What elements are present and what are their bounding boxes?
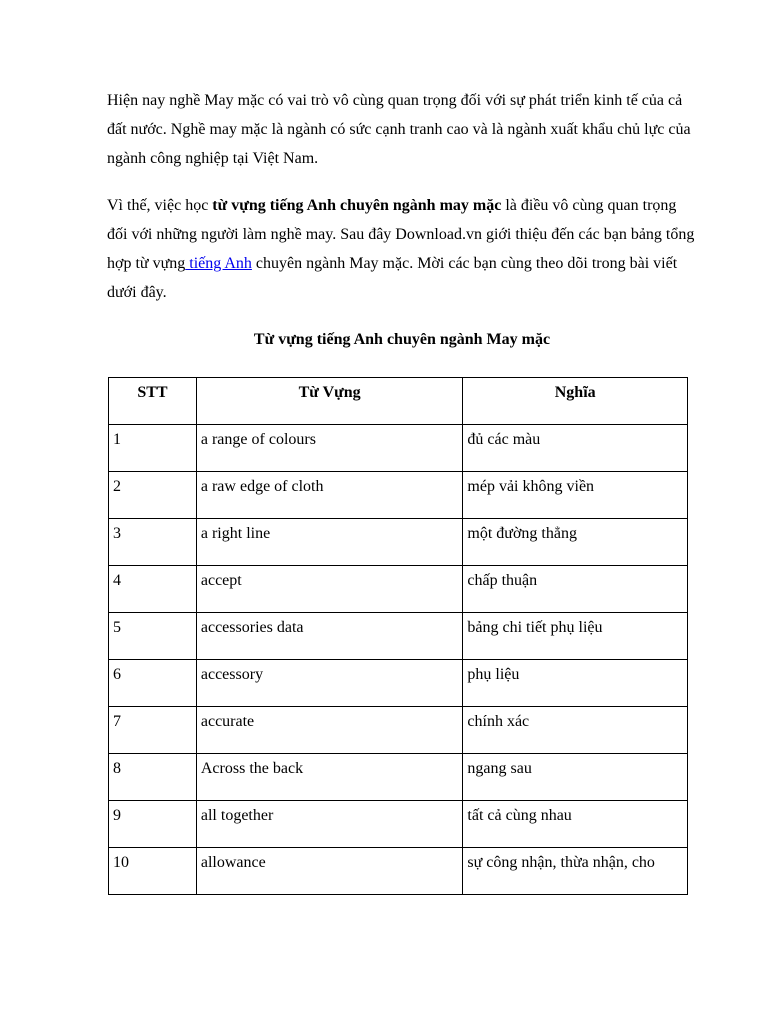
header-tu-vung: Từ Vựng xyxy=(196,378,463,425)
cell-term: accurate xyxy=(196,707,463,754)
cell-stt: 5 xyxy=(109,613,197,660)
table-row xyxy=(109,566,688,613)
cell-meaning: tất cả cùng nhau xyxy=(463,801,688,848)
paragraph-2-bold-phrase: từ vựng tiếng Anh chuyên ngành may mặc xyxy=(212,197,502,214)
cell-term: accessories data xyxy=(196,613,463,660)
header-stt: STT xyxy=(109,378,197,425)
cell-meaning: ngang sau xyxy=(463,754,688,801)
vocabulary-table xyxy=(108,377,688,895)
table-title: Từ vựng tiếng Anh chuyên ngành May mặc xyxy=(253,331,551,348)
table-row xyxy=(109,707,688,754)
paragraph-2-text-end: chuyên ngành May mặc. Mời các bạn cùng theo dõi trong bài viết dưới đây. xyxy=(107,255,678,301)
document-body xyxy=(107,86,697,307)
intro-paragraph-2 xyxy=(107,191,697,307)
table-row xyxy=(109,472,688,519)
cell-term: accessory xyxy=(196,660,463,707)
cell-meaning: sự công nhận, thừa nhận, cho xyxy=(463,848,688,895)
cell-meaning: mép vải không viền xyxy=(463,472,688,519)
cell-term: a range of colours xyxy=(196,425,463,472)
table-row xyxy=(109,801,688,848)
cell-stt: 4 xyxy=(109,566,197,613)
cell-meaning: chính xác xyxy=(463,707,688,754)
cell-meaning: một đường thẳng xyxy=(463,519,688,566)
cell-stt: 10 xyxy=(109,848,197,895)
header-nghia: Nghĩa xyxy=(463,378,688,425)
cell-meaning: chấp thuận xyxy=(463,566,688,613)
table-row xyxy=(109,660,688,707)
paragraph-2-text-start: Vì thế, việc học xyxy=(107,197,213,214)
cell-term: all together xyxy=(196,801,463,848)
cell-stt: 7 xyxy=(109,707,197,754)
cell-term: accept xyxy=(196,566,463,613)
intro-paragraph-1: Hiện nay nghề May mặc có vai trò vô cùng quan trọng đối với sự phát triển kinh tế của cả đất nước. Nghề may mặc là ngành có sức cạnh tranh cao và là ngành xuất khẩu chủ lực của ngành công nghiệp tại Việt Nam. xyxy=(107,92,691,167)
cell-term: a right line xyxy=(196,519,463,566)
cell-meaning: phụ liệu xyxy=(463,660,688,707)
paragraph-2-text-middle: là điều vô cùng quan trọng đối với những người làm nghề may. Sau đây Download.vn giới thiệu đến các bạn bảng tổng hợp từ vựng xyxy=(107,197,695,272)
table-row xyxy=(109,613,688,660)
table-row xyxy=(109,519,688,566)
cell-stt: 3 xyxy=(109,519,197,566)
cell-stt: 1 xyxy=(109,425,197,472)
table-header-row xyxy=(109,378,688,425)
cell-stt: 6 xyxy=(109,660,197,707)
cell-stt: 8 xyxy=(109,754,197,801)
cell-stt: 9 xyxy=(109,801,197,848)
cell-term: Across the back xyxy=(196,754,463,801)
table-row xyxy=(109,848,688,895)
cell-term: allowance xyxy=(196,848,463,895)
cell-meaning: bảng chi tiết phụ liệu xyxy=(463,613,688,660)
tieng-anh-link[interactable]: tiếng Anh xyxy=(185,255,252,272)
cell-meaning: đủ các màu xyxy=(463,425,688,472)
table-row xyxy=(109,425,688,472)
cell-term: a raw edge of cloth xyxy=(196,472,463,519)
table-row xyxy=(109,754,688,801)
cell-stt: 2 xyxy=(109,472,197,519)
